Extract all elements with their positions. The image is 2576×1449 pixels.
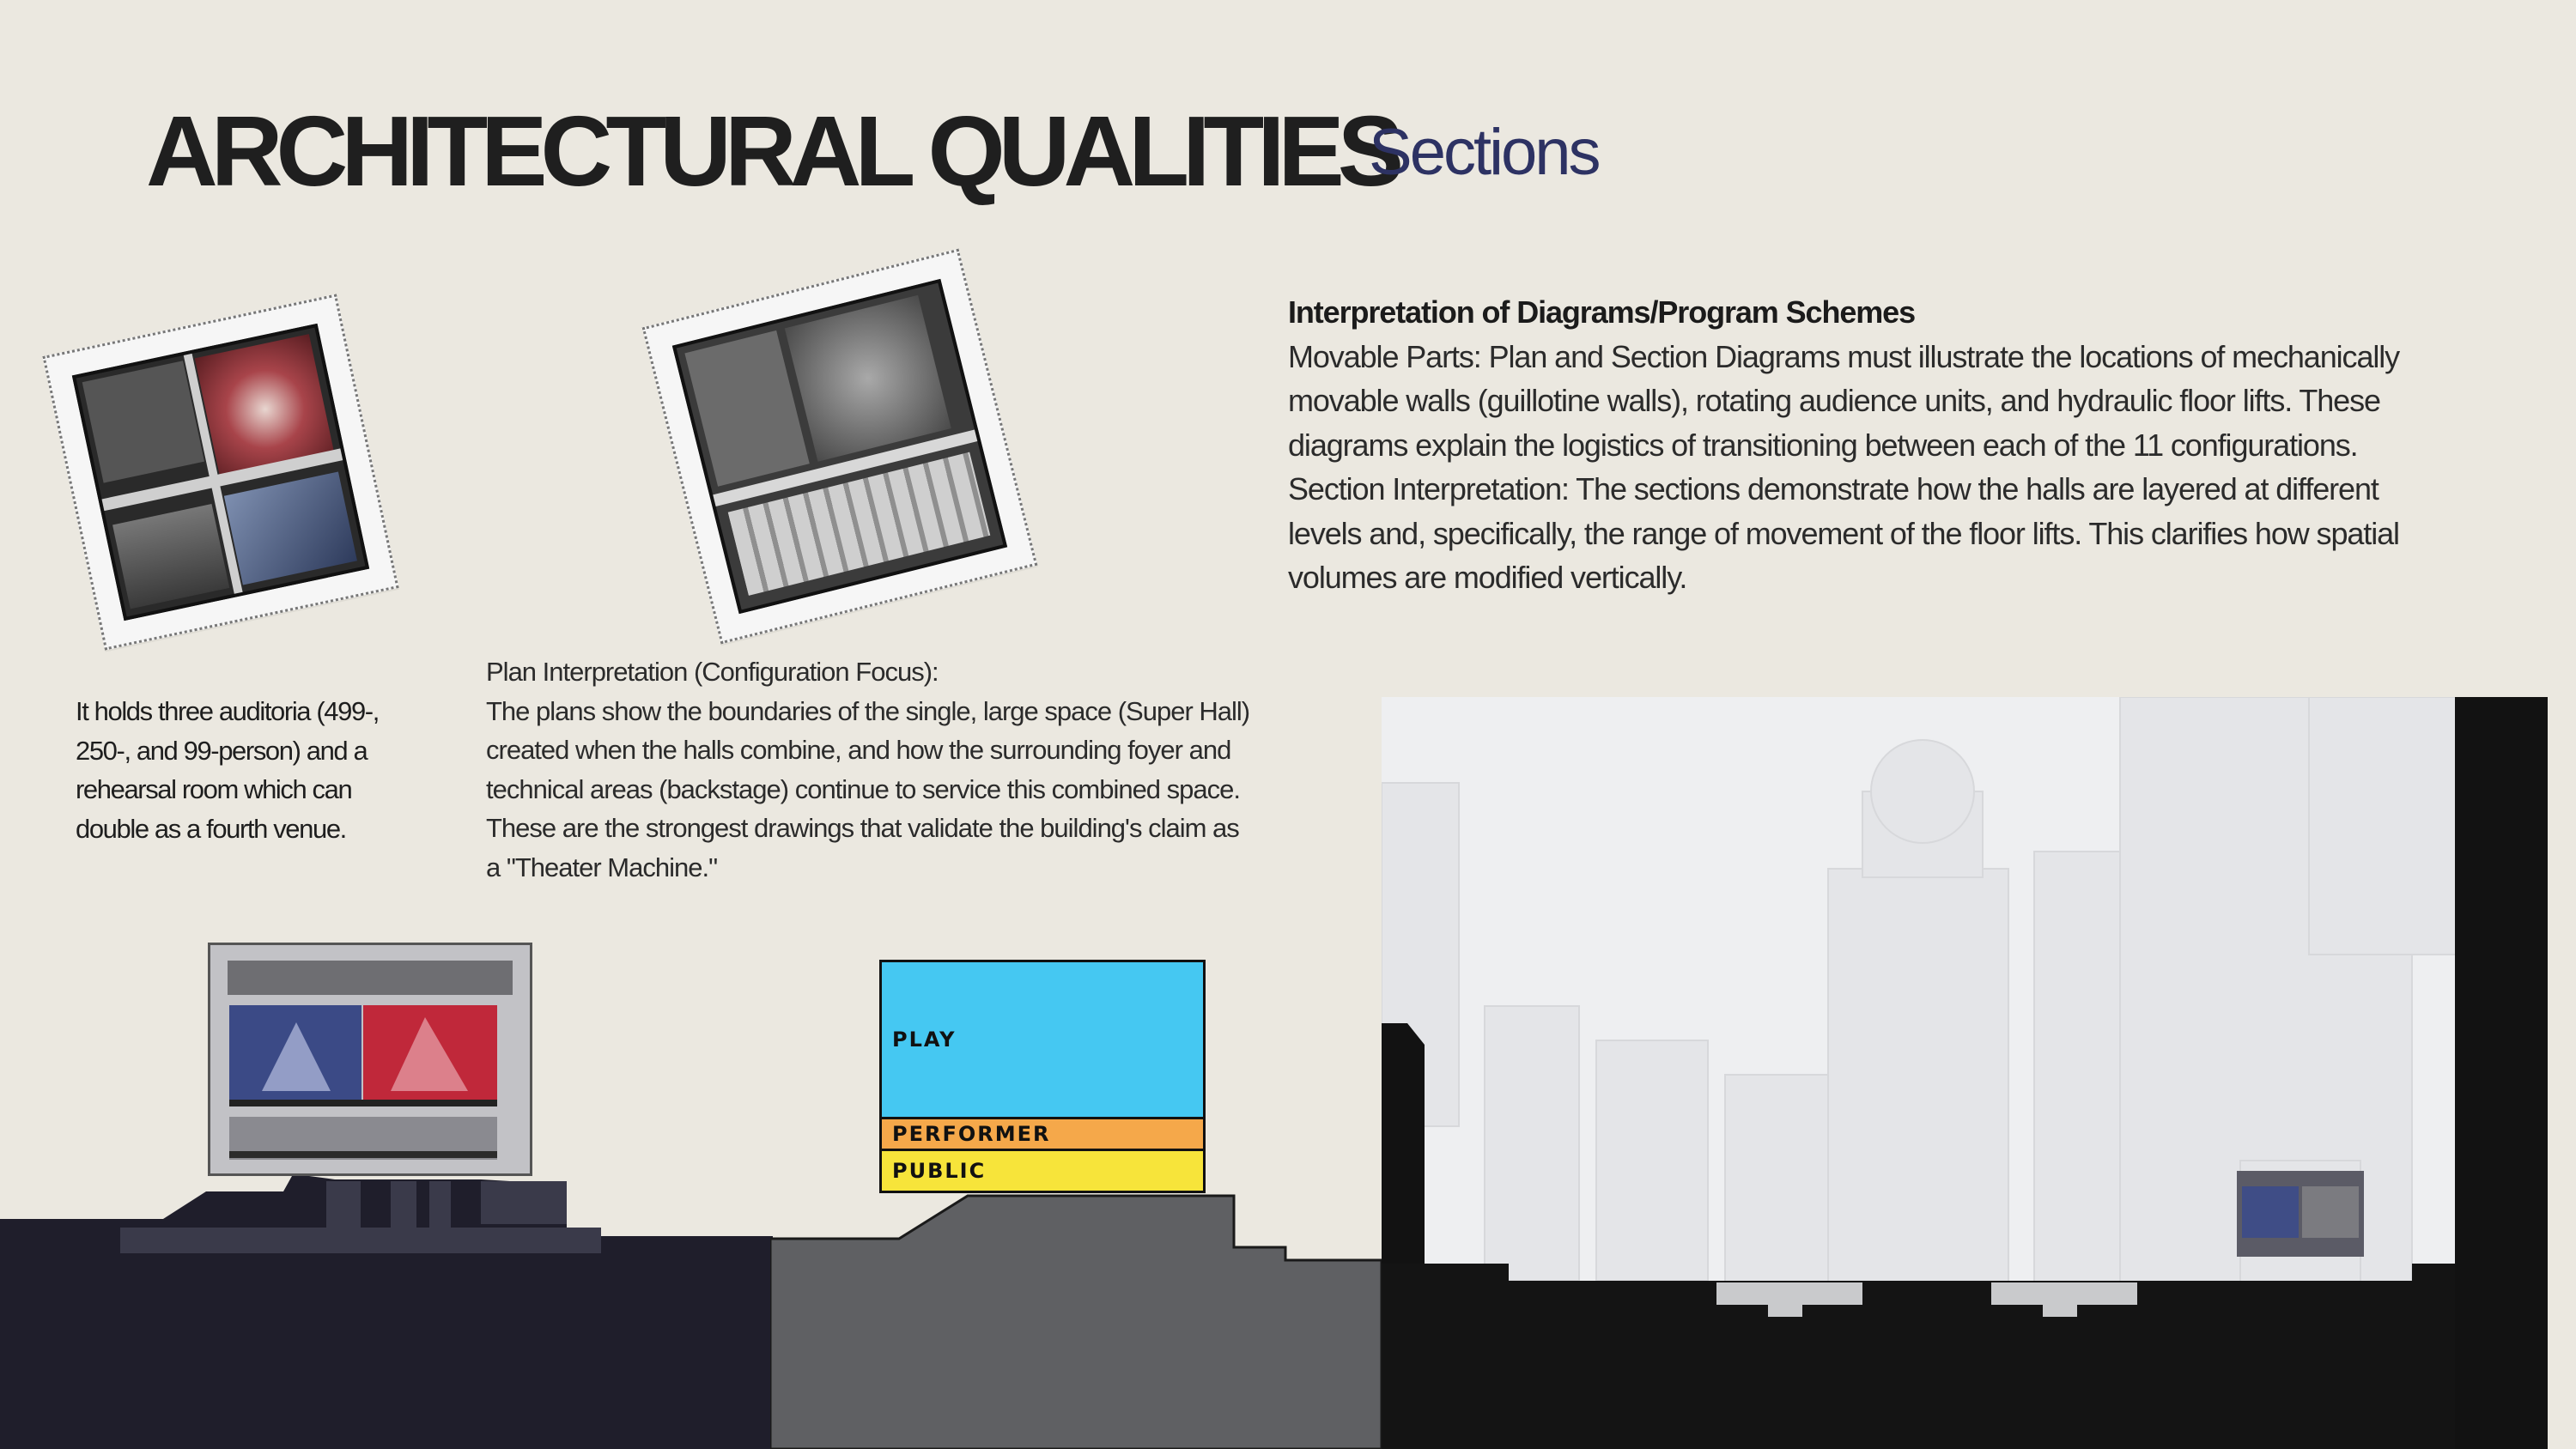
plan-interpretation-line: created when the halls combine, and how the surrounding foyer and [486, 735, 1231, 765]
page-title: ARCHITECTURAL QUALITIES [146, 95, 1398, 207]
interpretation-line: levels and, specifically, the range of movement of the floor lifts. This clarifies how spatial [1288, 515, 2399, 551]
plan-interpretation-line: Plan Interpretation (Configuration Focus): [486, 657, 939, 687]
page-subtitle: Sections [1369, 116, 1599, 189]
interpretation-block [1288, 290, 2507, 600]
auditoria-line: rehearsal room which can [76, 774, 352, 804]
auditoria-caption [76, 692, 453, 848]
floor-plan-image-2 [642, 249, 1038, 645]
program-public-block [879, 1149, 1206, 1193]
interpretation-line: volumes are modified vertically. [1288, 560, 1687, 595]
plan-interpretation-line: a "Theater Machine." [486, 852, 718, 882]
interpretation-line: Movable Parts: Plan and Section Diagrams must illustrate the locations of mechanically [1288, 338, 2400, 374]
skyline-section-render [1382, 697, 2548, 1449]
program-public-label: PUBLIC [892, 1159, 987, 1183]
program-performer-label: PERFORMER [892, 1122, 1051, 1146]
interpretation-heading: Interpretation of Diagrams/Program Schemes [1288, 294, 1916, 330]
auditoria-line: It holds three auditoria (499-, [76, 696, 379, 726]
plan-interpretation-line: These are the strongest drawings that validate the building's claim as [486, 813, 1239, 843]
floor-plan-image-1 [42, 294, 398, 650]
interpretation-line: Section Interpretation: The sections demonstrate how the halls are layered at different [1288, 471, 2379, 506]
theater-section-render [208, 943, 532, 1176]
program-performer-block [879, 1117, 1206, 1151]
section-ground-middle [770, 1191, 1382, 1449]
interpretation-line: movable walls (guillotine walls), rotating audience units, and hydraulic floor lifts. These [1288, 383, 2380, 418]
auditoria-line: 250-, and 99-person) and a [76, 735, 368, 766]
program-play-label: PLAY [892, 1028, 957, 1052]
interpretation-line: diagrams explain the logistics of transitioning between each of the 11 configurations. [1288, 427, 2358, 463]
program-play-block [879, 960, 1206, 1119]
section-ground-profile-left [0, 1167, 773, 1253]
plan-interpretation-line: The plans show the boundaries of the single, large space (Super Hall) [486, 695, 1250, 726]
section-ground-left [0, 1236, 773, 1449]
plan-interpretation-block [486, 652, 1345, 887]
plan-interpretation-line: technical areas (backstage) continue to service this combined space. [486, 773, 1240, 804]
auditoria-line: double as a fourth venue. [76, 813, 346, 844]
